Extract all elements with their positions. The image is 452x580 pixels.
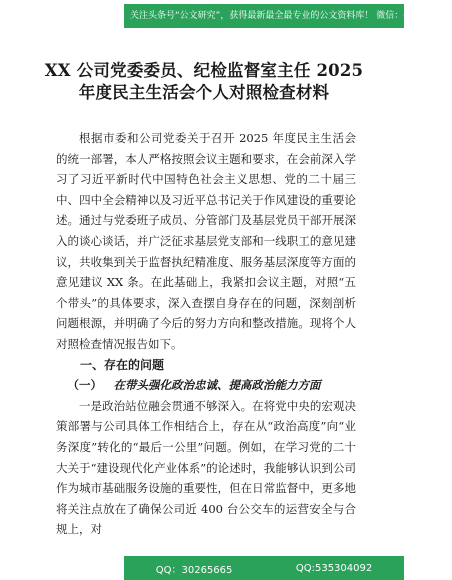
title-line-1: XX 公司党委委员、纪检监督室主任 2025 xyxy=(44,61,364,80)
subsection-heading xyxy=(56,375,356,396)
intro-paragraph: 根据市委和公司党委关于召开 2025 年度民主生活会的统一部署，本人严格按照会议主题和要求，在会前深入学习了习近平新时代中国特色社会主义思想、党的二十届三中、四中全会精神以及习近平总书记关于作风建设的重要论述。通过与党委班子成员、分管部门及基层党员干部开展深入的谈心谈话，并广泛征求基层党支部和一线职工的意见建议，共收集到关于监督执纪精准度、服务基层深度等方面的意见建议 XX 条。在此基础上，我紧扣会议主题，对照“五个带头”的具体要求，深入查摆自身存在的问题，深刻剖析问题根源，并明确了今后的努力方向和整改措施。现将个人对照检查情况报告如下。 xyxy=(56,131,356,351)
bottom-banner xyxy=(124,556,404,580)
subsection-number: （一） xyxy=(67,378,102,393)
section-heading: 一、存在的问题 xyxy=(80,357,165,372)
title-line-2: 年度民主生活会个人对照检查材料 xyxy=(78,83,330,102)
document-title xyxy=(20,60,388,104)
subsection-title: 在带头强化政治忠诚、提高政治能力方面 xyxy=(113,378,321,393)
qq-contact-1: QQ：30265665 xyxy=(155,564,233,576)
qq-contact-2: QQ:535304092 xyxy=(295,562,373,574)
document-body xyxy=(56,128,356,540)
problem-paragraph: 一是政治站位融会贯通不够深入。在将党中央的宏观决策部署与公司具体工作相结合上，存在从“政治高度”向“业务深度”转化的“最后一公里”问题。例如，在学习党的二十大关于“建设现代化产业体系”的论述时，我能够认识到公司作为城市基础服务设施的重要性，但在日常监督中，更多地将关注点放在了确保公司近 400 台公交车的运营安全与合规上，对 xyxy=(56,398,356,537)
top-banner: 关注头条号“公文研究”，获得最新最全最专业的公文资料库！ 微信：gongwenyj xyxy=(124,4,404,28)
